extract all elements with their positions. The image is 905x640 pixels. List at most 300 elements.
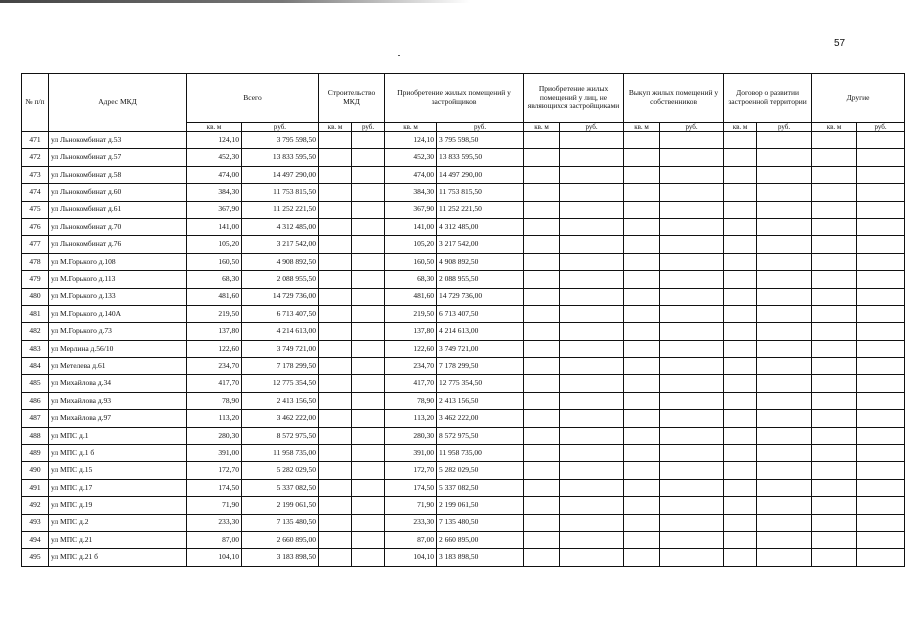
empty-cell: [857, 531, 905, 548]
row-construction-area: [319, 514, 352, 531]
empty-cell: [660, 288, 724, 305]
empty-cell: [560, 218, 624, 235]
empty-cell: [560, 340, 624, 357]
empty-cell: [524, 253, 560, 270]
unit-area-header: кв. м: [385, 123, 437, 132]
row-construction-area: [319, 375, 352, 392]
row-total-rub: 3 795 598,50: [242, 132, 319, 149]
empty-cell: [660, 549, 724, 566]
empty-cell: [857, 358, 905, 375]
empty-cell: [724, 288, 757, 305]
empty-cell: [624, 445, 660, 462]
empty-cell: [857, 427, 905, 444]
row-purchase-area: 124,10: [385, 132, 437, 149]
row-construction-rub: [352, 358, 385, 375]
empty-cell: [757, 497, 812, 514]
empty-cell: [812, 497, 857, 514]
row-purchase-area: 474,00: [385, 166, 437, 183]
empty-cell: [724, 462, 757, 479]
table-row: [22, 392, 905, 409]
scan-mark: [398, 55, 400, 56]
row-purchase-rub: 5 282 029,50: [437, 462, 524, 479]
row-total-rub: 11 252 221,50: [242, 201, 319, 218]
empty-cell: [660, 340, 724, 357]
empty-cell: [812, 410, 857, 427]
row-total-area: 78,90: [187, 392, 242, 409]
empty-cell: [757, 531, 812, 548]
row-total-area: 481,60: [187, 288, 242, 305]
empty-cell: [624, 253, 660, 270]
empty-cell: [624, 149, 660, 166]
empty-cell: [724, 479, 757, 496]
row-total-area: 280,30: [187, 427, 242, 444]
empty-cell: [660, 410, 724, 427]
row-construction-rub: [352, 375, 385, 392]
empty-cell: [857, 166, 905, 183]
header-buyout: Выкуп жилых помещений у собственников: [624, 74, 724, 123]
row-construction-rub: [352, 201, 385, 218]
empty-cell: [812, 340, 857, 357]
row-total-area: 384,30: [187, 184, 242, 201]
empty-cell: [724, 236, 757, 253]
table-row: [22, 427, 905, 444]
row-purchase-rub: 2 413 156,50: [437, 392, 524, 409]
empty-cell: [624, 462, 660, 479]
row-total-area: 474,00: [187, 166, 242, 183]
empty-cell: [524, 531, 560, 548]
row-number: 495: [22, 549, 49, 566]
empty-cell: [812, 358, 857, 375]
row-construction-area: [319, 305, 352, 322]
empty-cell: [857, 149, 905, 166]
row-address: ул МПС д.2: [49, 514, 187, 531]
row-purchase-area: 87,00: [385, 531, 437, 548]
unit-rub-header: руб.: [560, 123, 624, 132]
row-total-area: 122,60: [187, 340, 242, 357]
unit-rub-header: руб.: [857, 123, 905, 132]
empty-cell: [812, 271, 857, 288]
row-total-area: 233,30: [187, 514, 242, 531]
row-construction-rub: [352, 479, 385, 496]
row-construction-rub: [352, 462, 385, 479]
empty-cell: [524, 445, 560, 462]
empty-cell: [624, 305, 660, 322]
empty-cell: [757, 184, 812, 201]
empty-cell: [724, 149, 757, 166]
row-construction-rub: [352, 271, 385, 288]
row-construction-rub: [352, 445, 385, 462]
row-number: 484: [22, 358, 49, 375]
row-total-area: 417,70: [187, 375, 242, 392]
empty-cell: [524, 149, 560, 166]
row-purchase-area: 280,30: [385, 427, 437, 444]
table-body: [22, 132, 905, 567]
row-total-rub: 4 908 892,50: [242, 253, 319, 270]
row-purchase-rub: 14 729 736,00: [437, 288, 524, 305]
row-address: ул МПС д.1 б: [49, 445, 187, 462]
empty-cell: [724, 166, 757, 183]
row-construction-area: [319, 323, 352, 340]
empty-cell: [857, 410, 905, 427]
empty-cell: [624, 514, 660, 531]
empty-cell: [524, 271, 560, 288]
empty-cell: [624, 375, 660, 392]
empty-cell: [812, 479, 857, 496]
empty-cell: [524, 323, 560, 340]
row-number: 477: [22, 236, 49, 253]
row-purchase-rub: 8 572 975,50: [437, 427, 524, 444]
row-purchase-area: 452,30: [385, 149, 437, 166]
row-total-rub: 6 713 407,50: [242, 305, 319, 322]
row-total-rub: 12 775 354,50: [242, 375, 319, 392]
empty-cell: [857, 445, 905, 462]
empty-cell: [812, 462, 857, 479]
empty-cell: [524, 236, 560, 253]
empty-cell: [857, 340, 905, 357]
empty-cell: [524, 166, 560, 183]
empty-cell: [724, 549, 757, 566]
row-construction-area: [319, 531, 352, 548]
table-row: [22, 445, 905, 462]
row-total-area: 452,30: [187, 149, 242, 166]
empty-cell: [624, 166, 660, 183]
empty-cell: [812, 531, 857, 548]
empty-cell: [624, 236, 660, 253]
empty-cell: [857, 497, 905, 514]
row-purchase-rub: 3 183 898,50: [437, 549, 524, 566]
table-row: [22, 253, 905, 270]
row-purchase-area: 172,70: [385, 462, 437, 479]
empty-cell: [660, 218, 724, 235]
empty-cell: [757, 236, 812, 253]
empty-cell: [624, 340, 660, 357]
row-purchase-rub: 4 908 892,50: [437, 253, 524, 270]
unit-area-header: кв. м: [319, 123, 352, 132]
row-purchase-rub: 6 713 407,50: [437, 305, 524, 322]
empty-cell: [757, 427, 812, 444]
empty-cell: [857, 305, 905, 322]
row-address: ул Мерлина д.56/10: [49, 340, 187, 357]
empty-cell: [560, 166, 624, 183]
row-purchase-rub: 13 833 595,50: [437, 149, 524, 166]
empty-cell: [524, 514, 560, 531]
empty-cell: [757, 253, 812, 270]
empty-cell: [624, 323, 660, 340]
row-total-area: 219,50: [187, 305, 242, 322]
row-purchase-rub: 5 337 082,50: [437, 479, 524, 496]
empty-cell: [660, 479, 724, 496]
row-purchase-area: 160,50: [385, 253, 437, 270]
row-address: ул МПС д.21 б: [49, 549, 187, 566]
empty-cell: [624, 184, 660, 201]
row-total-rub: 3 749 721,00: [242, 340, 319, 357]
empty-cell: [757, 271, 812, 288]
row-construction-rub: [352, 427, 385, 444]
row-total-rub: 2 088 955,50: [242, 271, 319, 288]
row-total-area: 367,90: [187, 201, 242, 218]
row-construction-area: [319, 271, 352, 288]
empty-cell: [757, 305, 812, 322]
row-purchase-rub: 4 214 613,00: [437, 323, 524, 340]
table-row: [22, 184, 905, 201]
empty-cell: [624, 531, 660, 548]
row-construction-rub: [352, 392, 385, 409]
row-purchase-rub: 7 178 299,50: [437, 358, 524, 375]
empty-cell: [812, 201, 857, 218]
header-construction: Строительство МКД: [319, 74, 385, 123]
empty-cell: [660, 392, 724, 409]
row-construction-area: [319, 445, 352, 462]
empty-cell: [560, 410, 624, 427]
empty-cell: [857, 236, 905, 253]
row-address: ул Льнокомбинат д.76: [49, 236, 187, 253]
row-total-rub: 14 497 290,00: [242, 166, 319, 183]
empty-cell: [812, 392, 857, 409]
row-purchase-area: 104,10: [385, 549, 437, 566]
empty-cell: [724, 201, 757, 218]
row-number: 491: [22, 479, 49, 496]
row-total-rub: 3 217 542,00: [242, 236, 319, 253]
empty-cell: [560, 549, 624, 566]
empty-cell: [757, 445, 812, 462]
empty-cell: [524, 462, 560, 479]
row-construction-area: [319, 479, 352, 496]
empty-cell: [724, 531, 757, 548]
table-row: [22, 514, 905, 531]
empty-cell: [812, 514, 857, 531]
empty-cell: [660, 184, 724, 201]
empty-cell: [560, 132, 624, 149]
unit-area-header: кв. м: [624, 123, 660, 132]
empty-cell: [660, 375, 724, 392]
table-row: [22, 132, 905, 149]
row-number: 487: [22, 410, 49, 427]
row-total-rub: 2 413 156,50: [242, 392, 319, 409]
row-purchase-area: 481,60: [385, 288, 437, 305]
row-total-area: 234,70: [187, 358, 242, 375]
row-address: ул МПС д.19: [49, 497, 187, 514]
empty-cell: [724, 132, 757, 149]
row-total-rub: 2 660 895,00: [242, 531, 319, 548]
header-purchase-nondevelopers: Приобретение жилых помещений у лиц, не являющихся застройщиками: [524, 74, 624, 123]
row-number: 480: [22, 288, 49, 305]
empty-cell: [660, 253, 724, 270]
empty-cell: [660, 271, 724, 288]
empty-cell: [660, 132, 724, 149]
row-purchase-rub: 3 462 222,00: [437, 410, 524, 427]
empty-cell: [660, 531, 724, 548]
empty-cell: [857, 375, 905, 392]
row-address: ул Льнокомбинат д.53: [49, 132, 187, 149]
row-address: ул Михайлова д.34: [49, 375, 187, 392]
row-total-area: 105,20: [187, 236, 242, 253]
row-construction-rub: [352, 514, 385, 531]
table-row: [22, 236, 905, 253]
table-row: [22, 462, 905, 479]
row-total-rub: 5 282 029,50: [242, 462, 319, 479]
empty-cell: [560, 236, 624, 253]
empty-cell: [524, 305, 560, 322]
empty-cell: [560, 392, 624, 409]
empty-cell: [524, 218, 560, 235]
empty-cell: [812, 253, 857, 270]
empty-cell: [724, 514, 757, 531]
row-construction-area: [319, 340, 352, 357]
empty-cell: [660, 201, 724, 218]
unit-rub-header: руб.: [242, 123, 319, 132]
row-address: ул Метелева д.61: [49, 358, 187, 375]
row-total-area: 113,20: [187, 410, 242, 427]
row-total-rub: 11 753 815,50: [242, 184, 319, 201]
empty-cell: [624, 201, 660, 218]
unit-rub-header: руб.: [757, 123, 812, 132]
row-construction-rub: [352, 236, 385, 253]
row-address: ул М.Горького д.133: [49, 288, 187, 305]
empty-cell: [857, 201, 905, 218]
row-number: 493: [22, 514, 49, 531]
header-purchase-developers: Приобретение жилых помещений у застройщиков: [385, 74, 524, 123]
empty-cell: [560, 462, 624, 479]
header-row: [22, 74, 905, 123]
empty-cell: [560, 201, 624, 218]
empty-cell: [524, 288, 560, 305]
table-row: [22, 149, 905, 166]
empty-cell: [857, 288, 905, 305]
row-construction-rub: [352, 549, 385, 566]
row-number: 473: [22, 166, 49, 183]
empty-cell: [560, 253, 624, 270]
empty-cell: [560, 531, 624, 548]
row-total-area: 104,10: [187, 549, 242, 566]
row-purchase-area: 122,60: [385, 340, 437, 357]
row-total-rub: 2 199 061,50: [242, 497, 319, 514]
empty-cell: [812, 236, 857, 253]
row-address: ул Михайлова д.97: [49, 410, 187, 427]
header-other: Другие: [812, 74, 905, 123]
empty-cell: [757, 288, 812, 305]
row-number: 488: [22, 427, 49, 444]
empty-cell: [560, 288, 624, 305]
row-total-area: 71,90: [187, 497, 242, 514]
table-row: [22, 166, 905, 183]
empty-cell: [724, 340, 757, 357]
empty-cell: [757, 166, 812, 183]
empty-cell: [724, 218, 757, 235]
row-address: ул М.Горького д.73: [49, 323, 187, 340]
row-construction-rub: [352, 305, 385, 322]
empty-cell: [660, 166, 724, 183]
empty-cell: [857, 549, 905, 566]
row-purchase-area: 384,30: [385, 184, 437, 201]
row-number: 483: [22, 340, 49, 357]
table-row: [22, 288, 905, 305]
row-construction-rub: [352, 531, 385, 548]
unit-rub-header: руб.: [352, 123, 385, 132]
row-address: ул Михайлова д.93: [49, 392, 187, 409]
empty-cell: [560, 358, 624, 375]
empty-cell: [660, 236, 724, 253]
empty-cell: [660, 514, 724, 531]
row-number: 471: [22, 132, 49, 149]
table-row: [22, 323, 905, 340]
row-total-area: 174,50: [187, 479, 242, 496]
empty-cell: [560, 271, 624, 288]
empty-cell: [524, 497, 560, 514]
table-row: [22, 410, 905, 427]
row-total-rub: 7 135 480,50: [242, 514, 319, 531]
row-number: 475: [22, 201, 49, 218]
row-construction-rub: [352, 340, 385, 357]
empty-cell: [560, 445, 624, 462]
row-construction-area: [319, 427, 352, 444]
row-construction-area: [319, 549, 352, 566]
row-purchase-area: 113,20: [385, 410, 437, 427]
header-territory: Договор о развитии застроенной территории: [724, 74, 812, 123]
row-number: 492: [22, 497, 49, 514]
row-purchase-area: 141,00: [385, 218, 437, 235]
header-total: Всего: [187, 74, 319, 123]
empty-cell: [857, 218, 905, 235]
empty-cell: [624, 288, 660, 305]
empty-cell: [624, 271, 660, 288]
row-total-area: 87,00: [187, 531, 242, 548]
row-construction-area: [319, 462, 352, 479]
empty-cell: [812, 323, 857, 340]
row-address: ул Льнокомбинат д.58: [49, 166, 187, 183]
empty-cell: [724, 392, 757, 409]
row-construction-rub: [352, 497, 385, 514]
empty-cell: [812, 184, 857, 201]
empty-cell: [524, 410, 560, 427]
header-num: № п/п: [22, 74, 49, 132]
empty-cell: [757, 392, 812, 409]
unit-area-header: кв. м: [812, 123, 857, 132]
empty-cell: [660, 427, 724, 444]
row-purchase-rub: 11 252 221,50: [437, 201, 524, 218]
empty-cell: [624, 358, 660, 375]
row-total-rub: 4 214 613,00: [242, 323, 319, 340]
unit-rub-header: руб.: [660, 123, 724, 132]
row-total-rub: 11 958 735,00: [242, 445, 319, 462]
empty-cell: [524, 201, 560, 218]
table-row: [22, 305, 905, 322]
row-construction-rub: [352, 166, 385, 183]
empty-cell: [560, 184, 624, 201]
empty-cell: [524, 340, 560, 357]
row-number: 474: [22, 184, 49, 201]
row-total-area: 137,80: [187, 323, 242, 340]
empty-cell: [857, 514, 905, 531]
empty-cell: [757, 410, 812, 427]
row-total-area: 172,70: [187, 462, 242, 479]
table-row: [22, 375, 905, 392]
row-construction-area: [319, 410, 352, 427]
row-purchase-area: 233,30: [385, 514, 437, 531]
empty-cell: [560, 375, 624, 392]
row-purchase-area: 78,90: [385, 392, 437, 409]
row-purchase-rub: 11 958 735,00: [437, 445, 524, 462]
empty-cell: [724, 305, 757, 322]
row-total-area: 141,00: [187, 218, 242, 235]
row-address: ул Льнокомбинат д.61: [49, 201, 187, 218]
table-row: [22, 497, 905, 514]
row-address: ул МПС д.1: [49, 427, 187, 444]
empty-cell: [660, 445, 724, 462]
empty-cell: [812, 549, 857, 566]
row-total-rub: 13 833 595,50: [242, 149, 319, 166]
row-total-rub: 5 337 082,50: [242, 479, 319, 496]
row-total-area: 160,50: [187, 253, 242, 270]
